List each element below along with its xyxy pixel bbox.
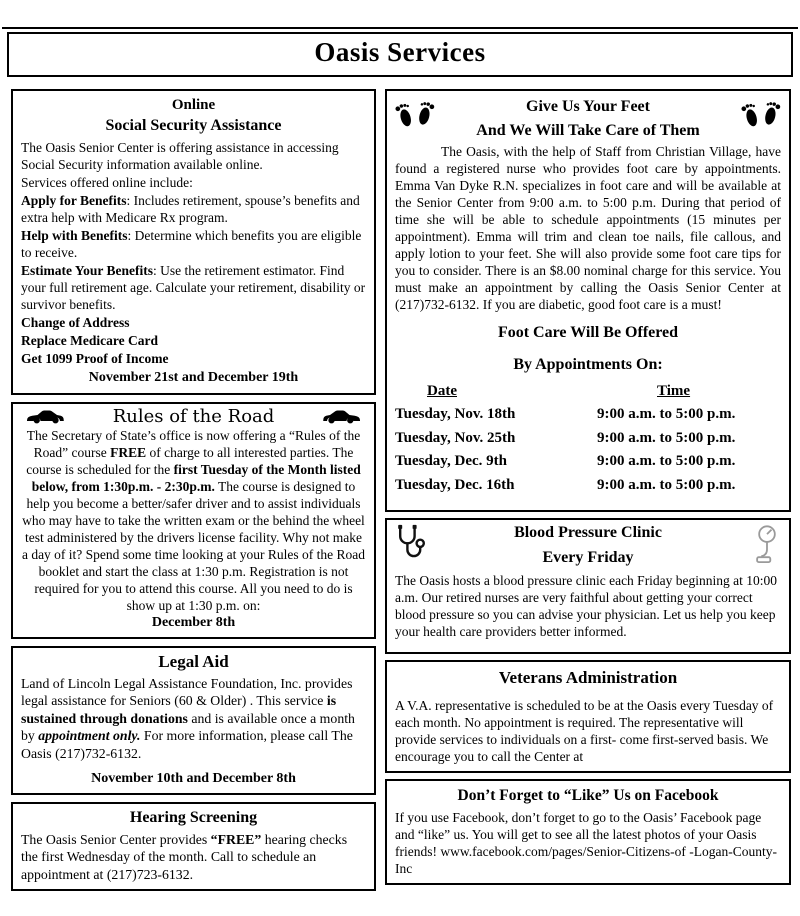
newsletter-page [0, 27, 800, 891]
foot-care-body: The Oasis, with the help of Staff from Christian Village, have found a registered nurse who provides foot care by appointments. Emma Van Dyke R.N. specializes in foot care and will be available at the Senior Center from 9:00 a.m. to 5:00 p.m. During that period of time she will be able to schedule appointments (15 minutes per appointment). Emma will trim and clean toe nails, file callous, and apply lotion to your feet. She will also provide some foot care tips for you to consider. There is an $8.00 nominal charge for this service. You must make an appointment by calling the Oasis Senior Center at (217)732-6132. If you are diabetic, good foot care is a must! [395, 144, 781, 312]
date-cell: Tuesday, Nov. 18th [395, 406, 516, 422]
facebook-title: Don’t Forget to “Like” Us on Facebook [457, 787, 719, 804]
footprints-icon [395, 96, 435, 136]
legal-aid-title: Legal Aid [158, 652, 229, 671]
time-cell: 9:00 a.m. to 5:00 p.m. [597, 453, 736, 470]
stethoscope-icon [393, 524, 425, 566]
schedule-row [395, 474, 781, 498]
foot-care-title-line2: And We Will Take Care of Them [476, 122, 700, 139]
facebook-body: If you use Facebook, don’t forget to go to the Oasis’ Facebook page and “like” us. You will get to see all the latest photos of your Oasis friends! www.facebook.com/pages/Senior-Citizens-of -Logan-County-Inc [395, 810, 777, 876]
section-veterans [385, 660, 791, 773]
page-header [7, 32, 793, 77]
content-columns [11, 89, 791, 891]
section-rules-of-the-road [11, 402, 376, 639]
top-divider [2, 27, 798, 29]
section-hearing-screening [11, 802, 376, 891]
foot-care-subtitle2: By Appointments On: [513, 356, 663, 373]
section-blood-pressure [385, 518, 791, 654]
date-cell: Tuesday, Dec. 16th [395, 477, 515, 494]
rules-body: The Secretary of State’s office is now offering a “Rules of the Road” course FREE of charge to all interested parties. The course is scheduled for the first Tuesday of the Month listed below, from 1:30p.m. - 2:30p.m. The course is designed to help you become a better/safer driver and to assist individuals who may have to take the written exam or the behind the wheel test administered by the drivers license facility. Why not make a day of it? Spend some time looking at your Rules of the Road booklet and start the class at 1:30 p.m. Registration is not required for you to attend this course. All you need to do is show up at 1:30 p.m. on: [21, 428, 366, 613]
left-column [11, 89, 376, 891]
section-facebook [385, 779, 791, 885]
paragraph: Replace Medicare Card [21, 333, 158, 348]
date-column-header: Date [427, 383, 457, 399]
date-cell: Tuesday, Dec. 9th [395, 453, 507, 470]
time-column-header: Time [657, 383, 691, 399]
paragraph: Change of Address [21, 315, 130, 330]
time-cell: 9:00 a.m. to 5:00 p.m. [597, 406, 736, 422]
social-security-dates: November 21st and December 19th [88, 370, 299, 385]
paragraph: The Oasis Senior Center is offering assistance in accessing Social Security information available online. [21, 140, 339, 172]
social-security-title: Social Security Assistance [105, 117, 282, 134]
car-icon [25, 409, 65, 424]
social-security-title-online: Online [171, 97, 216, 113]
car-icon [322, 409, 362, 424]
time-cell: 9:00 a.m. to 5:00 p.m. [597, 477, 736, 494]
schedule-header [395, 383, 781, 400]
paragraph: Estimate Your Benefits: Use the retirement estimator. Find your full retirement age. Calculate your retirement, disability or survivor benefits. [21, 263, 366, 312]
legal-aid-body: Land of Lincoln Legal Assistance Foundation, Inc. provides legal assistance for Seniors (60 & Older) . This service is sustained through donations and is available once a month by appointment only. For more information, please call The Oasis (217)732-6132. [21, 676, 355, 761]
paragraph: Get 1099 Proof of Income [21, 351, 169, 366]
legal-aid-dates: November 10th and December 8th [91, 770, 296, 786]
section-legal-aid [11, 646, 376, 795]
schedule-row [395, 403, 781, 427]
rules-title-row [21, 406, 366, 427]
blood-pressure-title: Blood Pressure Clinic [514, 524, 662, 541]
blood-pressure-gauge-icon [753, 524, 781, 569]
paragraph: Services offered online include: [21, 175, 193, 190]
foot-care-schedule [395, 383, 781, 498]
paragraph: Apply for Benefits: Includes retirement, spouse’s benefits and extra help with Medicare Rx program. [21, 193, 360, 225]
schedule-row [395, 427, 781, 451]
section-foot-care [385, 89, 791, 512]
hearing-screening-title: Hearing Screening [129, 808, 258, 826]
schedule-row [395, 450, 781, 474]
date-cell: Tuesday, Nov. 25th [395, 429, 516, 446]
blood-pressure-body: The Oasis hosts a blood pressure clinic each Friday beginning at 10:00 a.m. Our retired nurses are very faithful about getting your correct blood pressure so you can advise your physician. Let us help you keep your health care providers better informed. [395, 573, 778, 639]
hearing-screening-body: The Oasis Senior Center provides “FREE” hearing checks the first Wednesday of the month. Call to schedule an appointment at (217)723-6132. [21, 831, 348, 882]
foot-care-title-line1: Give Us Your Feet [526, 98, 650, 115]
time-cell: 9:00 a.m. to 5:00 p.m. [597, 429, 736, 446]
veterans-title: Veterans Administration [498, 668, 678, 687]
rules-of-the-road-title: Rules of the Road [112, 406, 275, 427]
foot-care-subtitle1: Foot Care Will Be Offered [497, 324, 679, 341]
page-title: Oasis Services [314, 37, 486, 67]
paragraph: Help with Benefits: Determine which benefits you are eligible to receive. [21, 228, 362, 260]
blood-pressure-subtitle: Every Friday [542, 549, 634, 566]
rules-date: December 8th [151, 615, 236, 630]
right-column [385, 89, 791, 885]
veterans-body: A V.A. representative is scheduled to be at the Oasis every Tuesday of each month. No appointment is required. The representative will provide services to individuals on a first- come first-served basis. We encourage you to call the Center at [395, 698, 774, 764]
footprints-icon [741, 96, 781, 136]
section-social-security [11, 89, 376, 395]
